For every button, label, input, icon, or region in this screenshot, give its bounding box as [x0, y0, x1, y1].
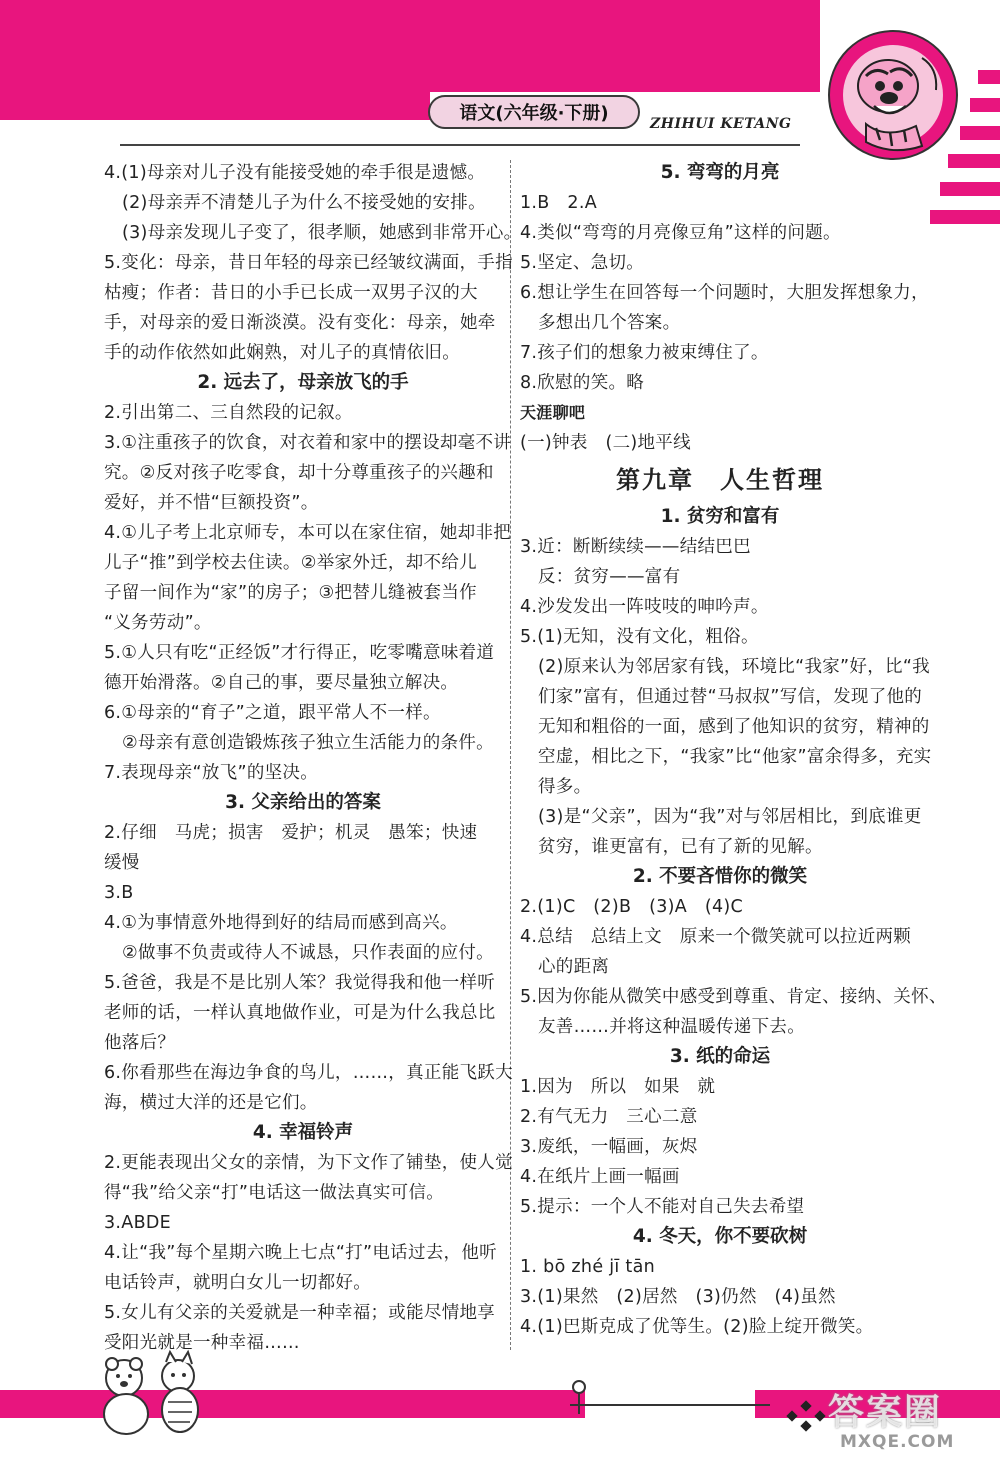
section-title: 5. 弯弯的月亮 [660, 162, 780, 183]
answer-line-indented: (2)原来认为邻居家有钱，环境比“我家”好，比“我 [538, 657, 930, 677]
watermark-url: MXQE.COM [840, 1432, 955, 1452]
subsection-label: 天涯聊吧 [520, 403, 586, 422]
section-title: 3. 父亲给出的答案 [225, 792, 381, 813]
section-title: 1. 贫穷和富有 [660, 506, 780, 527]
answer-line: 手，对母亲的爱日渐淡漠。没有变化：母亲，她牵 [104, 313, 496, 333]
header-magenta-band [0, 0, 820, 92]
answer-line-indented: 们家”富有，但通过替“马叔叔”写信，发现了他的 [538, 687, 923, 707]
answer-line-indented: 贫穷，谁更富有，已有了新的见解。 [538, 837, 823, 857]
pooh-friends-icon [86, 1348, 216, 1436]
answer-line-indented: 得多。 [538, 777, 592, 797]
answer-line: 缓慢 [104, 853, 140, 873]
header-magenta-tab [0, 92, 430, 120]
page-header [0, 0, 1000, 150]
answer-line: 4.在纸片上画一幅画 [520, 1167, 680, 1187]
answer-line: 3.ABDE [104, 1213, 172, 1233]
header-stripes [930, 70, 1000, 250]
answer-line: 老师的话，一样认真地做作业，可是为什么我总比 [104, 1003, 496, 1023]
answer-line: (一)钟表 (二)地平线 [520, 433, 691, 453]
answer-line: 德开始滑落。②自己的事，要尽量独立解决。 [104, 673, 459, 693]
diamond-pattern-icon [782, 1398, 832, 1438]
answer-line: 3.废纸，一幅画，灰烬 [520, 1137, 698, 1157]
answer-line: 6.①母亲的“育子”之道，跟平常人不一样。 [104, 703, 441, 723]
answer-line-indented: 空虚，相比之下，“我家”比“他家”富余得多，充实 [538, 747, 932, 767]
answer-line: 手的动作依然如此娴熟，对儿子的真情依旧。 [104, 343, 460, 363]
answer-line: 4.让“我”每个星期六晚上七点“打”电话过去，他听 [104, 1243, 497, 1263]
left-column [104, 158, 522, 1358]
answer-line: 2.有气无力 三心二意 [520, 1107, 698, 1127]
footer-knob [572, 1380, 586, 1394]
answer-line: 4.总结 总结上文 原来一个微笑就可以拉近两颗 [520, 927, 912, 947]
answer-line-indented: 友善……并将这种温暖传递下去。 [538, 1017, 805, 1037]
answer-line: 7.孩子们的想象力被束缚住了。 [520, 343, 769, 363]
answer-line: 4.沙发发出一阵吱吱的呻吟声。 [520, 597, 769, 617]
answer-line: 5.①人只有吃“正经饭”才行得正，吃零嘴意味着道 [104, 643, 495, 663]
answer-line: 8.欣慰的笑。略 [520, 373, 645, 393]
section-title: 2. 远去了，母亲放飞的手 [197, 372, 409, 393]
answer-line: 电话铃声，就明白女儿一切都好。 [104, 1273, 371, 1293]
answer-line: 3.近：断断续续——结结巴巴 [520, 537, 751, 557]
answer-line: 5.变化：母亲，昔日年轻的母亲已经皱纹满面，手指 [104, 253, 513, 273]
answer-line: 5.(1)无知，没有文化，粗俗。 [520, 627, 759, 647]
answer-line: 爱好，并不惜“巨额投资”。 [104, 493, 319, 513]
answer-line: 1.因为 所以 如果 就 [520, 1077, 716, 1097]
answer-line-indented: ②母亲有意创造锻炼孩子独立生活能力的条件。 [122, 733, 494, 753]
answer-line-indented: ②做事不负责或待人不诚恳，只作表面的应付。 [122, 943, 494, 963]
answer-line: 4.(1)母亲对儿子没有能接受她的牵手很是遗憾。 [104, 163, 486, 183]
answer-line: 1. bō zhé jī tān [520, 1257, 656, 1277]
answer-line-indented: 无知和粗俗的一面，感到了他知识的贫穷，精神的 [538, 717, 930, 737]
answer-line: 2.(1)C (2)B (3)A (4)C [520, 897, 744, 917]
answer-line: 究。②反对孩子吃零食，却十分尊重孩子的兴趣和 [104, 463, 494, 483]
footer-rule [570, 1404, 770, 1406]
watermark-logo: 答案圈 [828, 1392, 943, 1433]
header-rule [120, 144, 800, 146]
answer-line: 海，横过大洋的还是它们。 [104, 1093, 318, 1113]
answer-line: 2.仔细 马虎；损害 爱护；机灵 愚笨；快速 [104, 823, 478, 843]
section-title: 2. 不要吝惜你的微笑 [632, 866, 808, 887]
answer-line: 4.(1)巴斯克成了优等生。(2)脸上绽开微笑。 [520, 1317, 874, 1337]
answer-line-indented: (3)是“父亲”，因为“我”对与邻居相比，到底谁更 [538, 807, 922, 827]
answer-line-indented: (3)母亲发现儿子变了，很孝顺，她感到非常开心。 [122, 223, 522, 243]
answer-line: 4.①为事情意外地得到好的结局而感到高兴。 [104, 913, 458, 933]
answer-line: 3.①注重孩子的饮食，对衣着和家中的摆设却毫不讲 [104, 433, 512, 453]
answer-line-indented: (2)母亲弄不清楚儿子为什么不接受她的安排。 [122, 193, 486, 213]
answer-line-indented: 反：贫穷——富有 [538, 567, 681, 587]
answer-line: 枯瘦；作者：昔日的小手已长成一双男子汉的大 [104, 283, 478, 303]
answer-line: 2.更能表现出父女的亲情，为下文作了铺垫，使人觉 [104, 1153, 513, 1173]
answer-line: 6.你看那些在海边争食的鸟儿，……，真正能飞跃大 [104, 1063, 513, 1083]
answer-line: 1.B 2.A [520, 193, 597, 213]
answer-line: “义务劳动”。 [104, 613, 212, 633]
answer-line: 7.表现母亲“放飞”的坚决。 [104, 763, 319, 783]
subject-label: 语文(六年级·下册) [428, 95, 640, 129]
answer-line: 5.坚定、急切。 [520, 253, 645, 273]
answer-line: 得“我”给父亲“打”电话这一做法真实可信。 [104, 1183, 445, 1203]
answer-line: 3.B [104, 883, 134, 903]
answer-line: 6.想让学生在回答每一个问题时，大胆发挥想象力， [520, 283, 929, 303]
answer-line: 5.爸爸，我是不是比别人笨？我觉得我和他一样听 [104, 973, 496, 993]
answer-line: 他落后？ [104, 1033, 176, 1053]
answer-line: 5.提示：一个人不能对自己失去希望 [520, 1197, 805, 1217]
chapter-title: 第九章 人生哲理 [616, 465, 824, 494]
answer-line: 4.①儿子考上北京师专，本可以在家住宿，她却非把 [104, 523, 512, 543]
answer-line-indented: 心的距离 [538, 957, 610, 977]
answer-line: 受阳光就是一种幸福…… [104, 1333, 300, 1353]
answer-line: 4.类似“弯弯的月亮像豆角”这样的问题。 [520, 223, 841, 243]
section-title: 4. 冬天，你不要砍树 [632, 1226, 808, 1247]
answer-line: 5.女儿有父亲的关爱就是一种幸福；或能尽情地享 [104, 1303, 496, 1323]
section-title: 3. 纸的命运 [669, 1046, 771, 1067]
brand-label: ZHIHUI KETANG [650, 116, 792, 132]
right-column [520, 158, 947, 1342]
answer-line: 2.引出第二、三自然段的记叙。 [104, 403, 353, 423]
answer-line: 5.因为你能从微笑中感受到尊重、肯定、接纳、关怀、 [520, 987, 947, 1007]
answer-line: 3.(1)果然 (2)居然 (3)仍然 (4)虽然 [520, 1287, 836, 1307]
section-title: 4. 幸福铃声 [252, 1122, 354, 1143]
answer-line: 子留一间作为“家”的房子；③把替儿缝被套当作 [104, 583, 477, 603]
answer-line: 儿子“推”到学校去住读。②举家外迁，却不给儿 [104, 553, 477, 573]
answer-line-indented: 多想出几个答案。 [538, 313, 681, 333]
